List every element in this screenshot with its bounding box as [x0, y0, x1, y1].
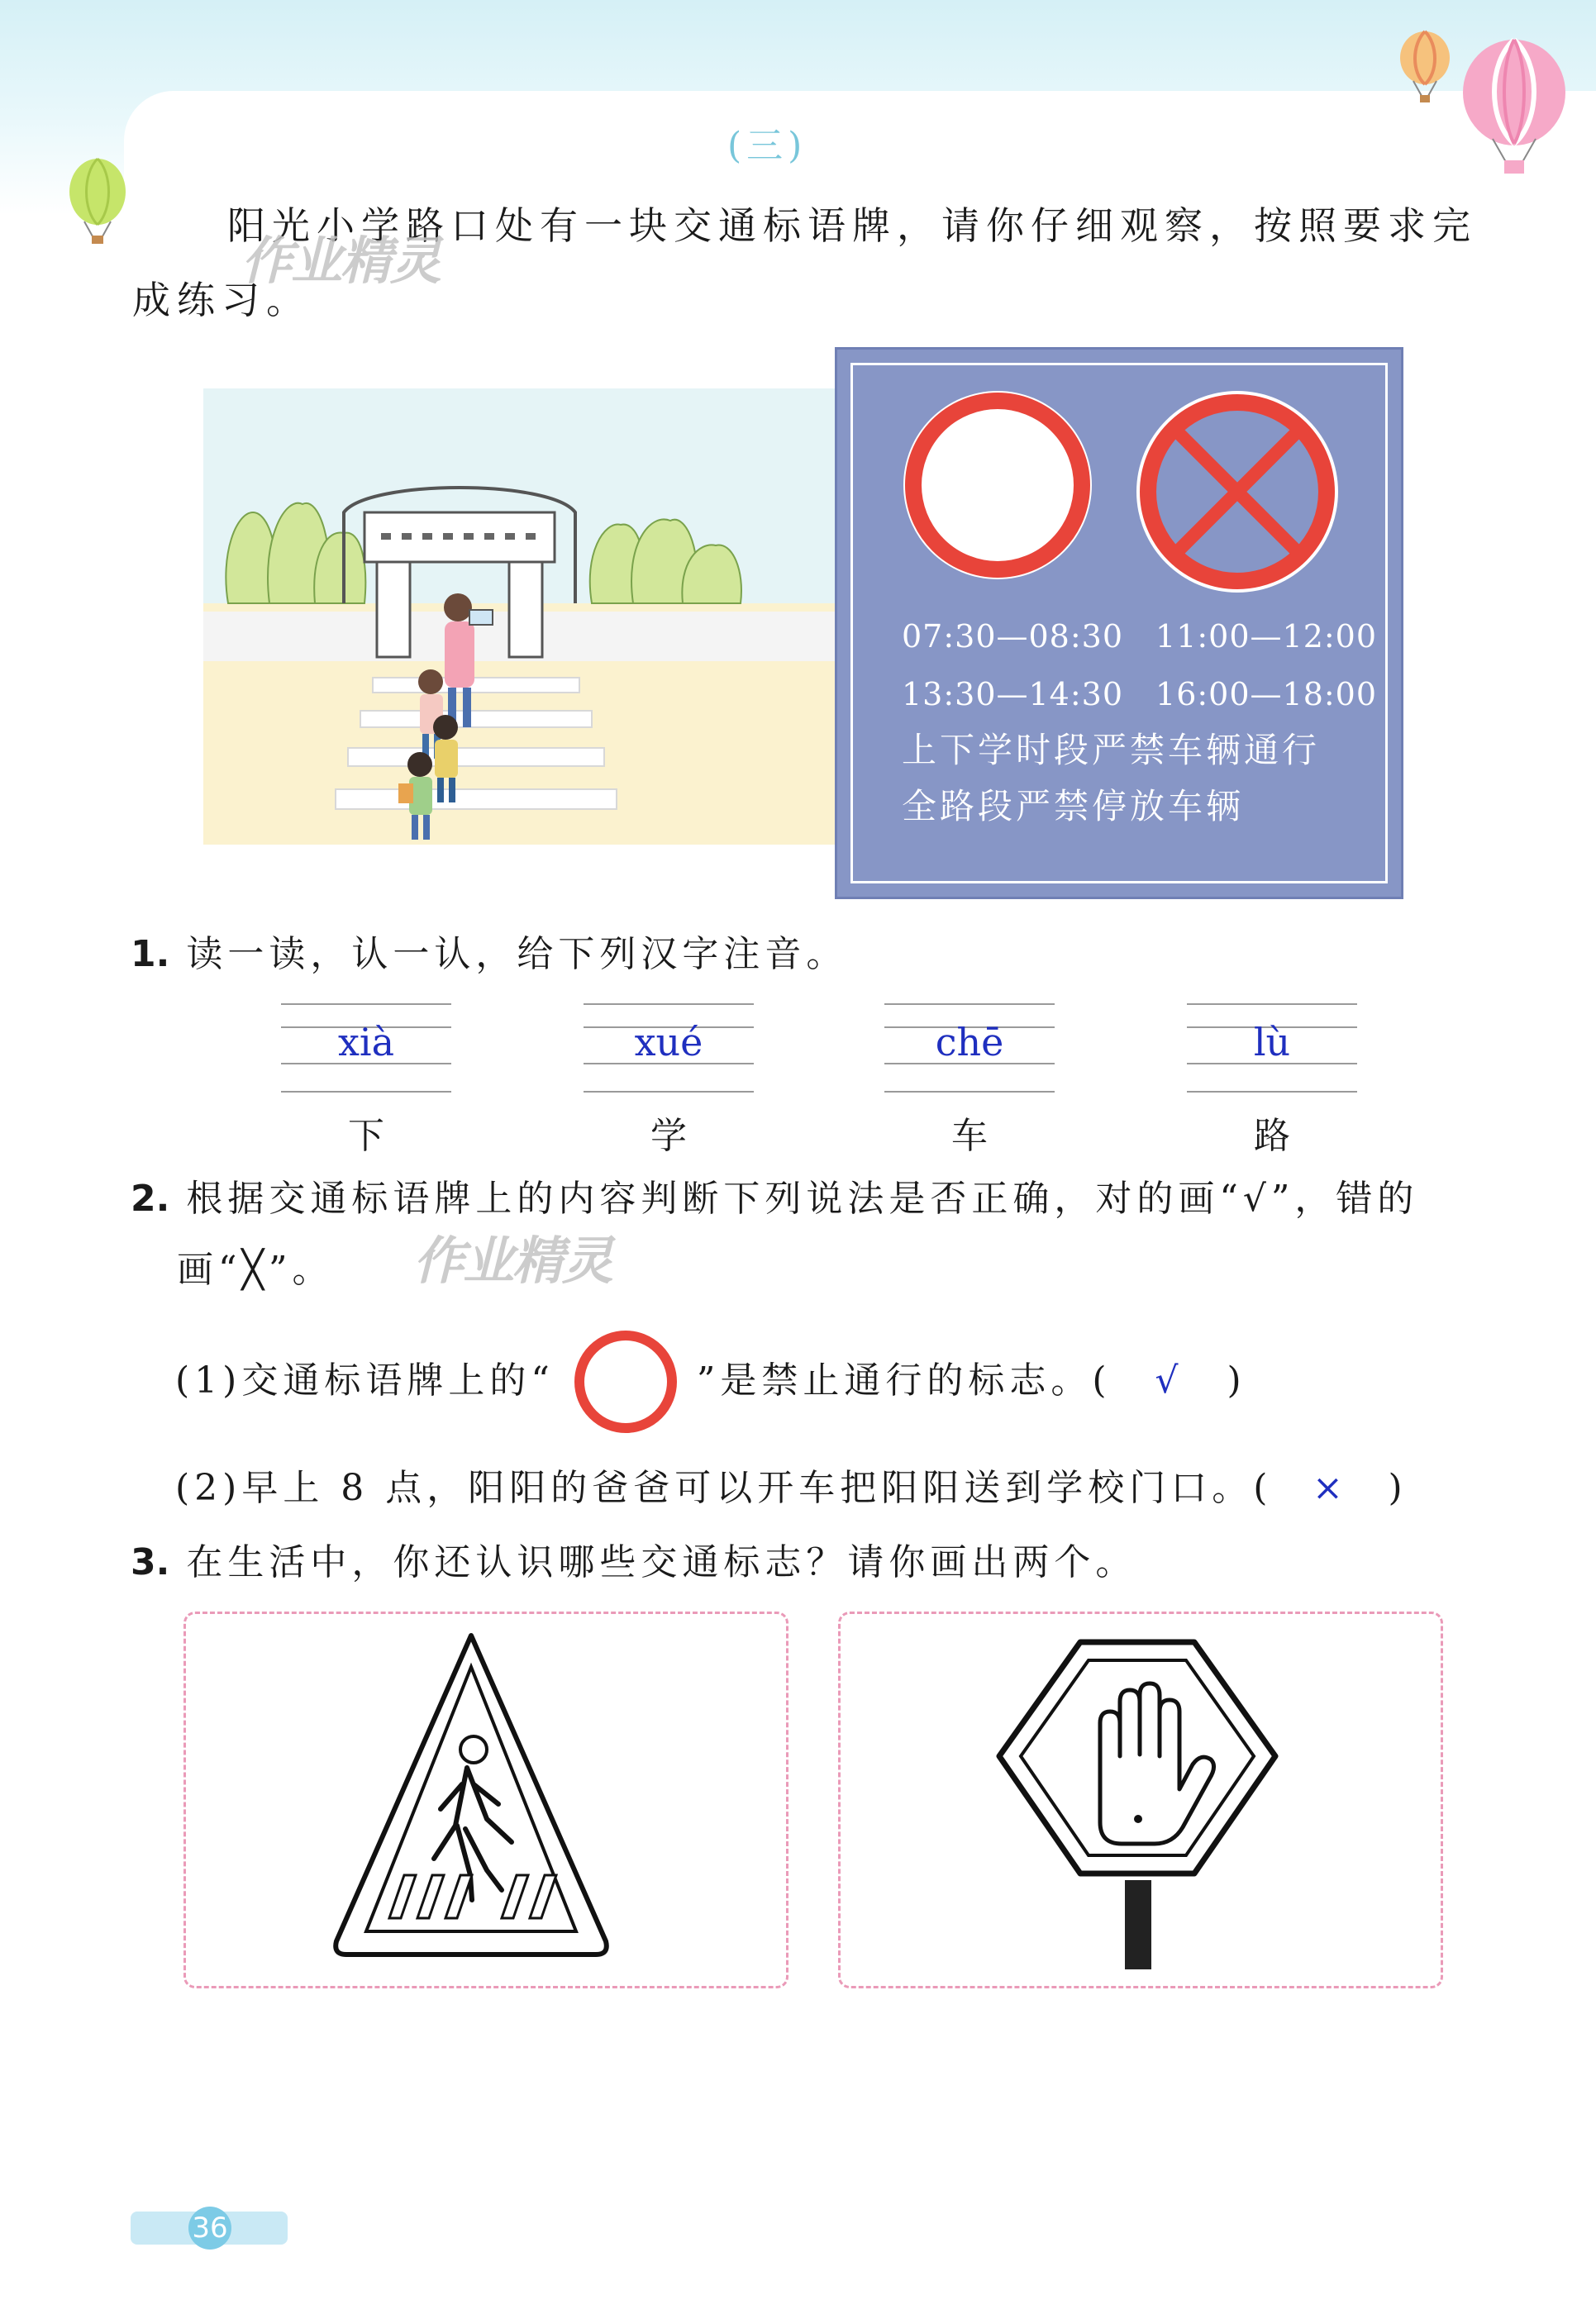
- drawing-area-1[interactable]: [183, 1612, 788, 1988]
- no-vehicles-sign-icon: [571, 1327, 680, 1436]
- school-gate-illustration: [203, 388, 841, 845]
- inline-sign-slot: [571, 1357, 680, 1410]
- judgement-close: ): [1388, 1467, 1408, 1509]
- hanzi-character: 路: [1254, 1115, 1290, 1157]
- pinyin-answer: xià: [337, 1020, 395, 1064]
- question-number: 1.: [131, 933, 170, 975]
- judgement-answer: √: [1155, 1359, 1184, 1402]
- hot-air-balloon-icon: [64, 157, 131, 248]
- pinyin-answer: lù: [1253, 1020, 1291, 1064]
- hot-air-balloon-icon: [1456, 38, 1572, 179]
- question-3: [131, 1532, 1136, 1585]
- question-number: 3.: [131, 1541, 170, 1583]
- hanzi-character: 学: [650, 1115, 687, 1157]
- pinyin-answer: chē: [935, 1020, 1004, 1064]
- no-parking-sign-icon: [1131, 386, 1343, 598]
- pinyin-box: [281, 1003, 451, 1093]
- judgement-close: ): [1227, 1359, 1246, 1402]
- question-1: [131, 924, 847, 977]
- judgement-text: (1)交通标语牌上的“: [175, 1359, 555, 1402]
- question-prompt: 读一读，认一认，给下列汉字注音。: [186, 933, 848, 975]
- judgement-text: (2)早上 8 点，阳阳的爸爸可以开车把阳阳送到学校门口。(: [175, 1467, 1273, 1509]
- sign-slogan: 上下学时段严禁车辆通行: [902, 730, 1321, 770]
- pinyin-box: [1187, 1003, 1357, 1093]
- question-prompt-continued: 画“╳”。: [177, 1249, 334, 1291]
- question-prompt: 根据交通标语牌上的内容判断下列说法是否正确，对的画“√”，错的: [186, 1178, 1419, 1220]
- judgement-answer: ×: [1313, 1467, 1348, 1509]
- question-number: 2.: [131, 1178, 170, 1220]
- section-title: (三): [727, 125, 808, 167]
- pinyin-answer: xué: [634, 1020, 703, 1064]
- hanzi-character: 车: [951, 1115, 988, 1157]
- watermark: 作业精灵: [241, 231, 441, 291]
- sign-slogan: 全路段严禁停放车辆: [902, 786, 1245, 826]
- judgement-item-1: [175, 1350, 1246, 1410]
- judgement-item-2: [175, 1458, 1408, 1511]
- judgement-text: ”是禁止通行的标志。(: [696, 1359, 1112, 1402]
- intro-text: 阳光小学路口处有一块交通标语牌，请你仔细观察，按照要求完成练习。: [132, 203, 1477, 322]
- watermark: 作业精灵: [413, 1231, 612, 1291]
- stop-hand-sign-icon: [976, 1632, 1300, 1973]
- sign-time-row: 07:30—08:30 11:00—12:00: [902, 618, 1378, 655]
- hanzi-character: 下: [348, 1115, 384, 1157]
- pinyin-box: [884, 1003, 1055, 1093]
- pinyin-box: [584, 1003, 754, 1093]
- no-vehicles-sign-icon: [898, 386, 1097, 584]
- drawing-area-2[interactable]: [838, 1612, 1443, 1988]
- question-2: [131, 1169, 1418, 1221]
- traffic-slogan-sign: [835, 347, 1403, 899]
- sign-time-row: 13:30—14:30 16:00—18:00: [902, 676, 1378, 712]
- page-number: 36: [188, 2207, 231, 2250]
- pedestrian-crossing-sign-icon: [325, 1627, 617, 1969]
- hot-air-balloon-icon: [1395, 30, 1455, 106]
- question-prompt: 在生活中，你还认识哪些交通标志？请你画出两个。: [186, 1541, 1137, 1583]
